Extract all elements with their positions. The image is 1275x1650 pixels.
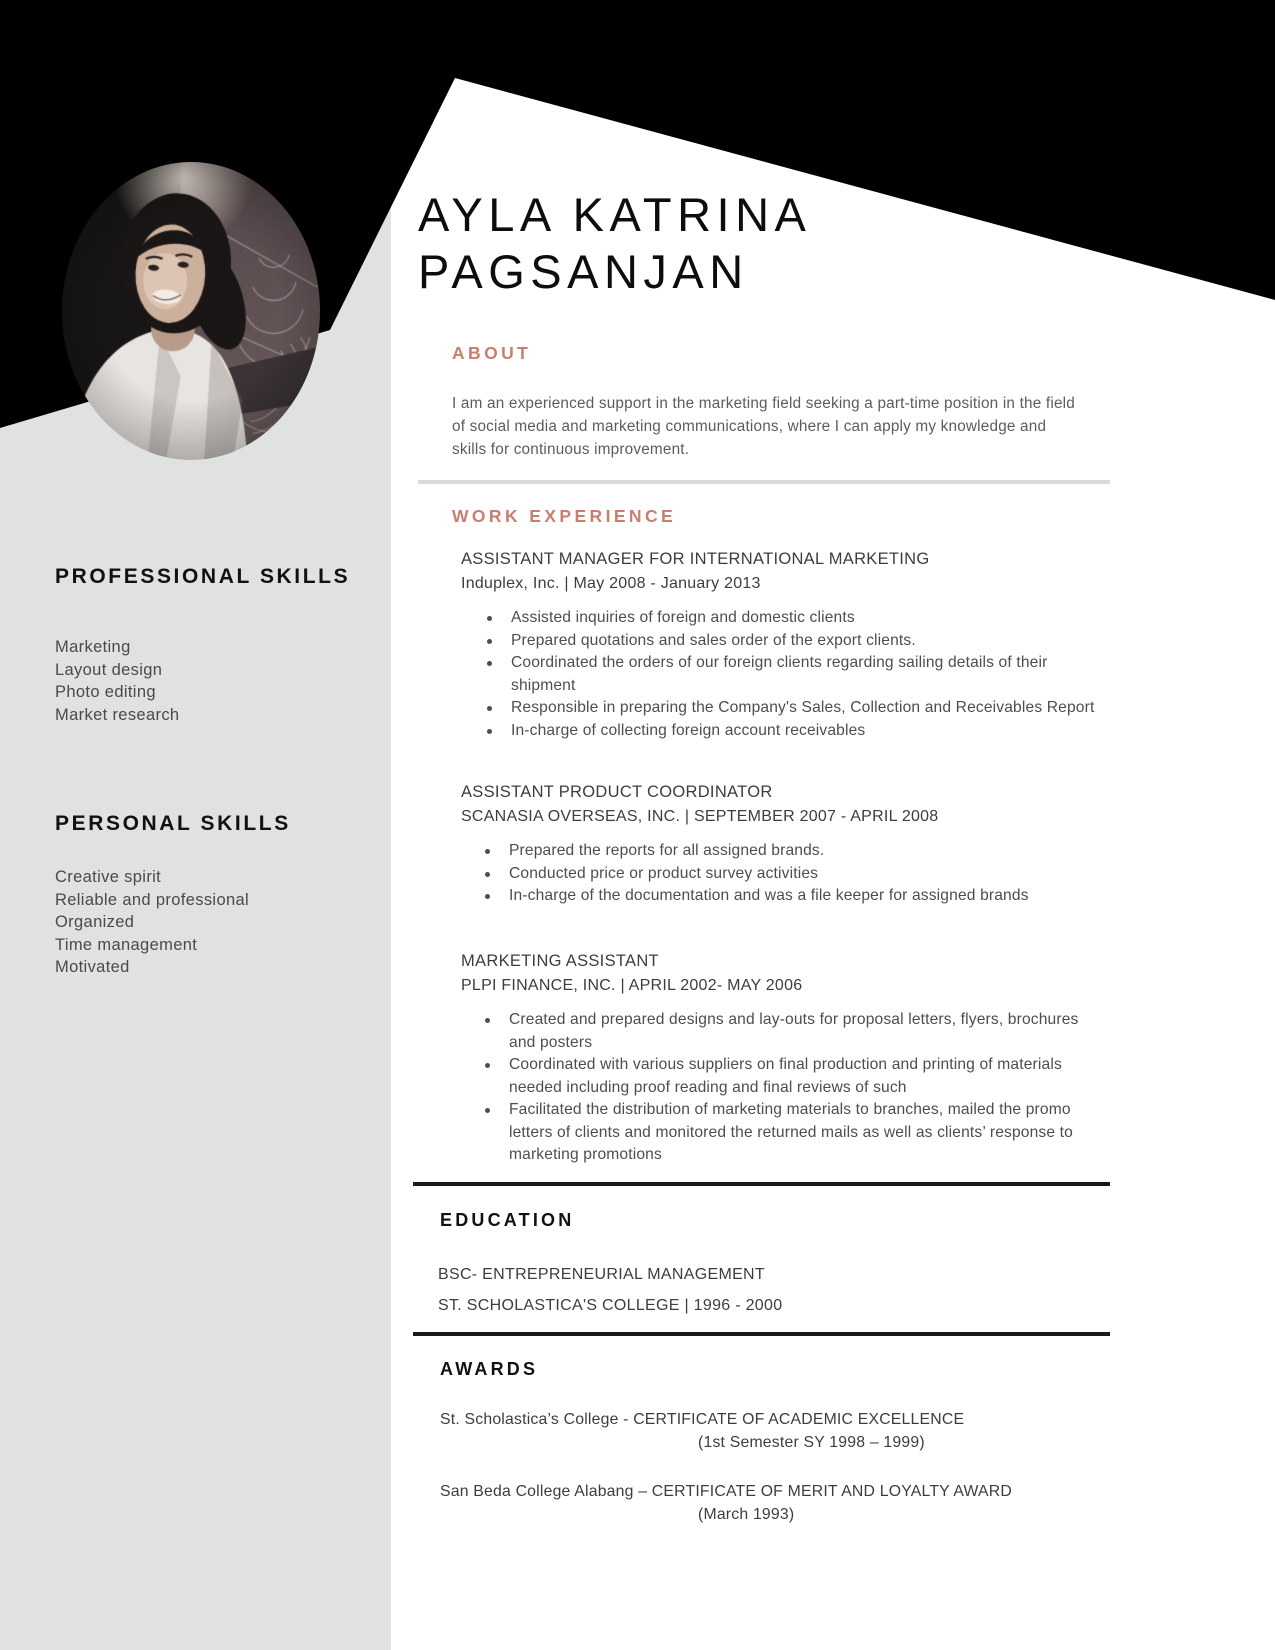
list-item: Conducted price or product survey activities — [509, 863, 1101, 886]
job-title: ASSISTANT MANAGER FOR INTERNATIONAL MARKETING — [461, 550, 930, 568]
list-item: Market research — [55, 705, 180, 724]
list-item: Prepared the reports for all assigned brands. — [509, 840, 1101, 863]
name-line-1: AYLA KATRINA — [418, 188, 812, 241]
divider-awards — [413, 1332, 1110, 1336]
award-title: St. Scholastica’s College - CERTIFICATE OF ACADEMIC EXCELLENCE — [440, 1411, 965, 1428]
job-bullet-list — [461, 607, 1101, 742]
list-item: Responsible in preparing the Company's Sales, Collection and Receivables Report — [511, 697, 1101, 720]
education-school: ST. SCHOLASTICA'S COLLEGE | 1996 - 2000 — [438, 1297, 783, 1314]
list-item: Facilitated the distribution of marketing materials to branches, mailed the promo letters of clients and monitored the returned mails as well as clients’ response to marketing promotions — [509, 1099, 1101, 1167]
list-item: In-charge of the documentation and was a file keeper for assigned brands — [509, 885, 1101, 908]
divider-education — [413, 1182, 1110, 1186]
job-meta: SCANASIA OVERSEAS, INC. | SEPTEMBER 2007 - APRIL 2008 — [461, 808, 939, 825]
award-title: San Beda College Alabang – CERTIFICATE OF MERIT AND LOYALTY AWARD — [440, 1483, 1012, 1500]
page-title — [418, 186, 1138, 300]
list-item: Layout design — [55, 660, 163, 679]
education-heading: EDUCATION — [440, 1210, 575, 1230]
awards-heading: AWARDS — [440, 1359, 539, 1379]
list-item: Organized — [55, 913, 135, 931]
job-meta: PLPI FINANCE, INC. | APRIL 2002- MAY 2006 — [461, 977, 803, 994]
awards-block — [440, 1408, 1120, 1552]
work-experience-heading: WORK EXPERIENCE — [452, 506, 677, 526]
professional-skills-heading: PROFESSIONAL SKILLS — [55, 565, 351, 588]
list-item: Coordinated with various suppliers on final production and printing of materials needed including proof reading and final reviews of such — [509, 1054, 1101, 1099]
job-bullet-list — [461, 1009, 1101, 1167]
job-entry — [461, 548, 1101, 742]
list-item: Prepared quotations and sales order of the export clients. — [511, 630, 1101, 653]
list-item: Motivated — [55, 958, 130, 976]
award-detail: (1st Semester SY 1998 – 1999) — [698, 1434, 925, 1451]
list-item: Photo editing — [55, 683, 156, 701]
award-detail: (March 1993) — [698, 1506, 795, 1523]
name-line-2: PAGSANJAN — [418, 245, 749, 298]
job-entry — [461, 781, 1101, 908]
job-bullet-list — [461, 840, 1101, 908]
job-meta: Induplex, Inc. | May 2008 - January 2013 — [461, 575, 761, 592]
award-item — [440, 1408, 1120, 1454]
job-title: MARKETING ASSISTANT — [461, 952, 659, 970]
divider-about — [418, 480, 1110, 484]
education-degree: BSC- ENTREPRENEURIAL MANAGEMENT — [438, 1266, 765, 1283]
about-heading: ABOUT — [452, 343, 532, 363]
personal-skills-heading: PERSONAL SKILLS — [55, 812, 291, 835]
list-item: Creative spirit — [55, 868, 162, 886]
list-item: Time management — [55, 935, 198, 954]
list-item: Reliable and professional — [55, 890, 250, 909]
award-item — [440, 1480, 1120, 1526]
about-text: I am an experienced support in the marketing field seeking a part-time position in the field of social media and marketing communications, where I can apply my knowledge and skills for continuous improvement. — [452, 395, 1075, 458]
list-item: Marketing — [55, 638, 131, 656]
job-entry — [461, 950, 1101, 1167]
list-item: In-charge of collecting foreign account receivables — [511, 720, 1101, 743]
education-block — [438, 1259, 1098, 1321]
list-item: Assisted inquiries of foreign and domestic clients — [511, 607, 1101, 630]
job-title: ASSISTANT PRODUCT COORDINATOR — [461, 783, 773, 801]
list-item: Coordinated the orders of our foreign clients regarding sailing details of their shipment — [511, 652, 1101, 697]
list-item: Created and prepared designs and lay-outs for proposal letters, flyers, brochures and posters — [509, 1009, 1101, 1054]
